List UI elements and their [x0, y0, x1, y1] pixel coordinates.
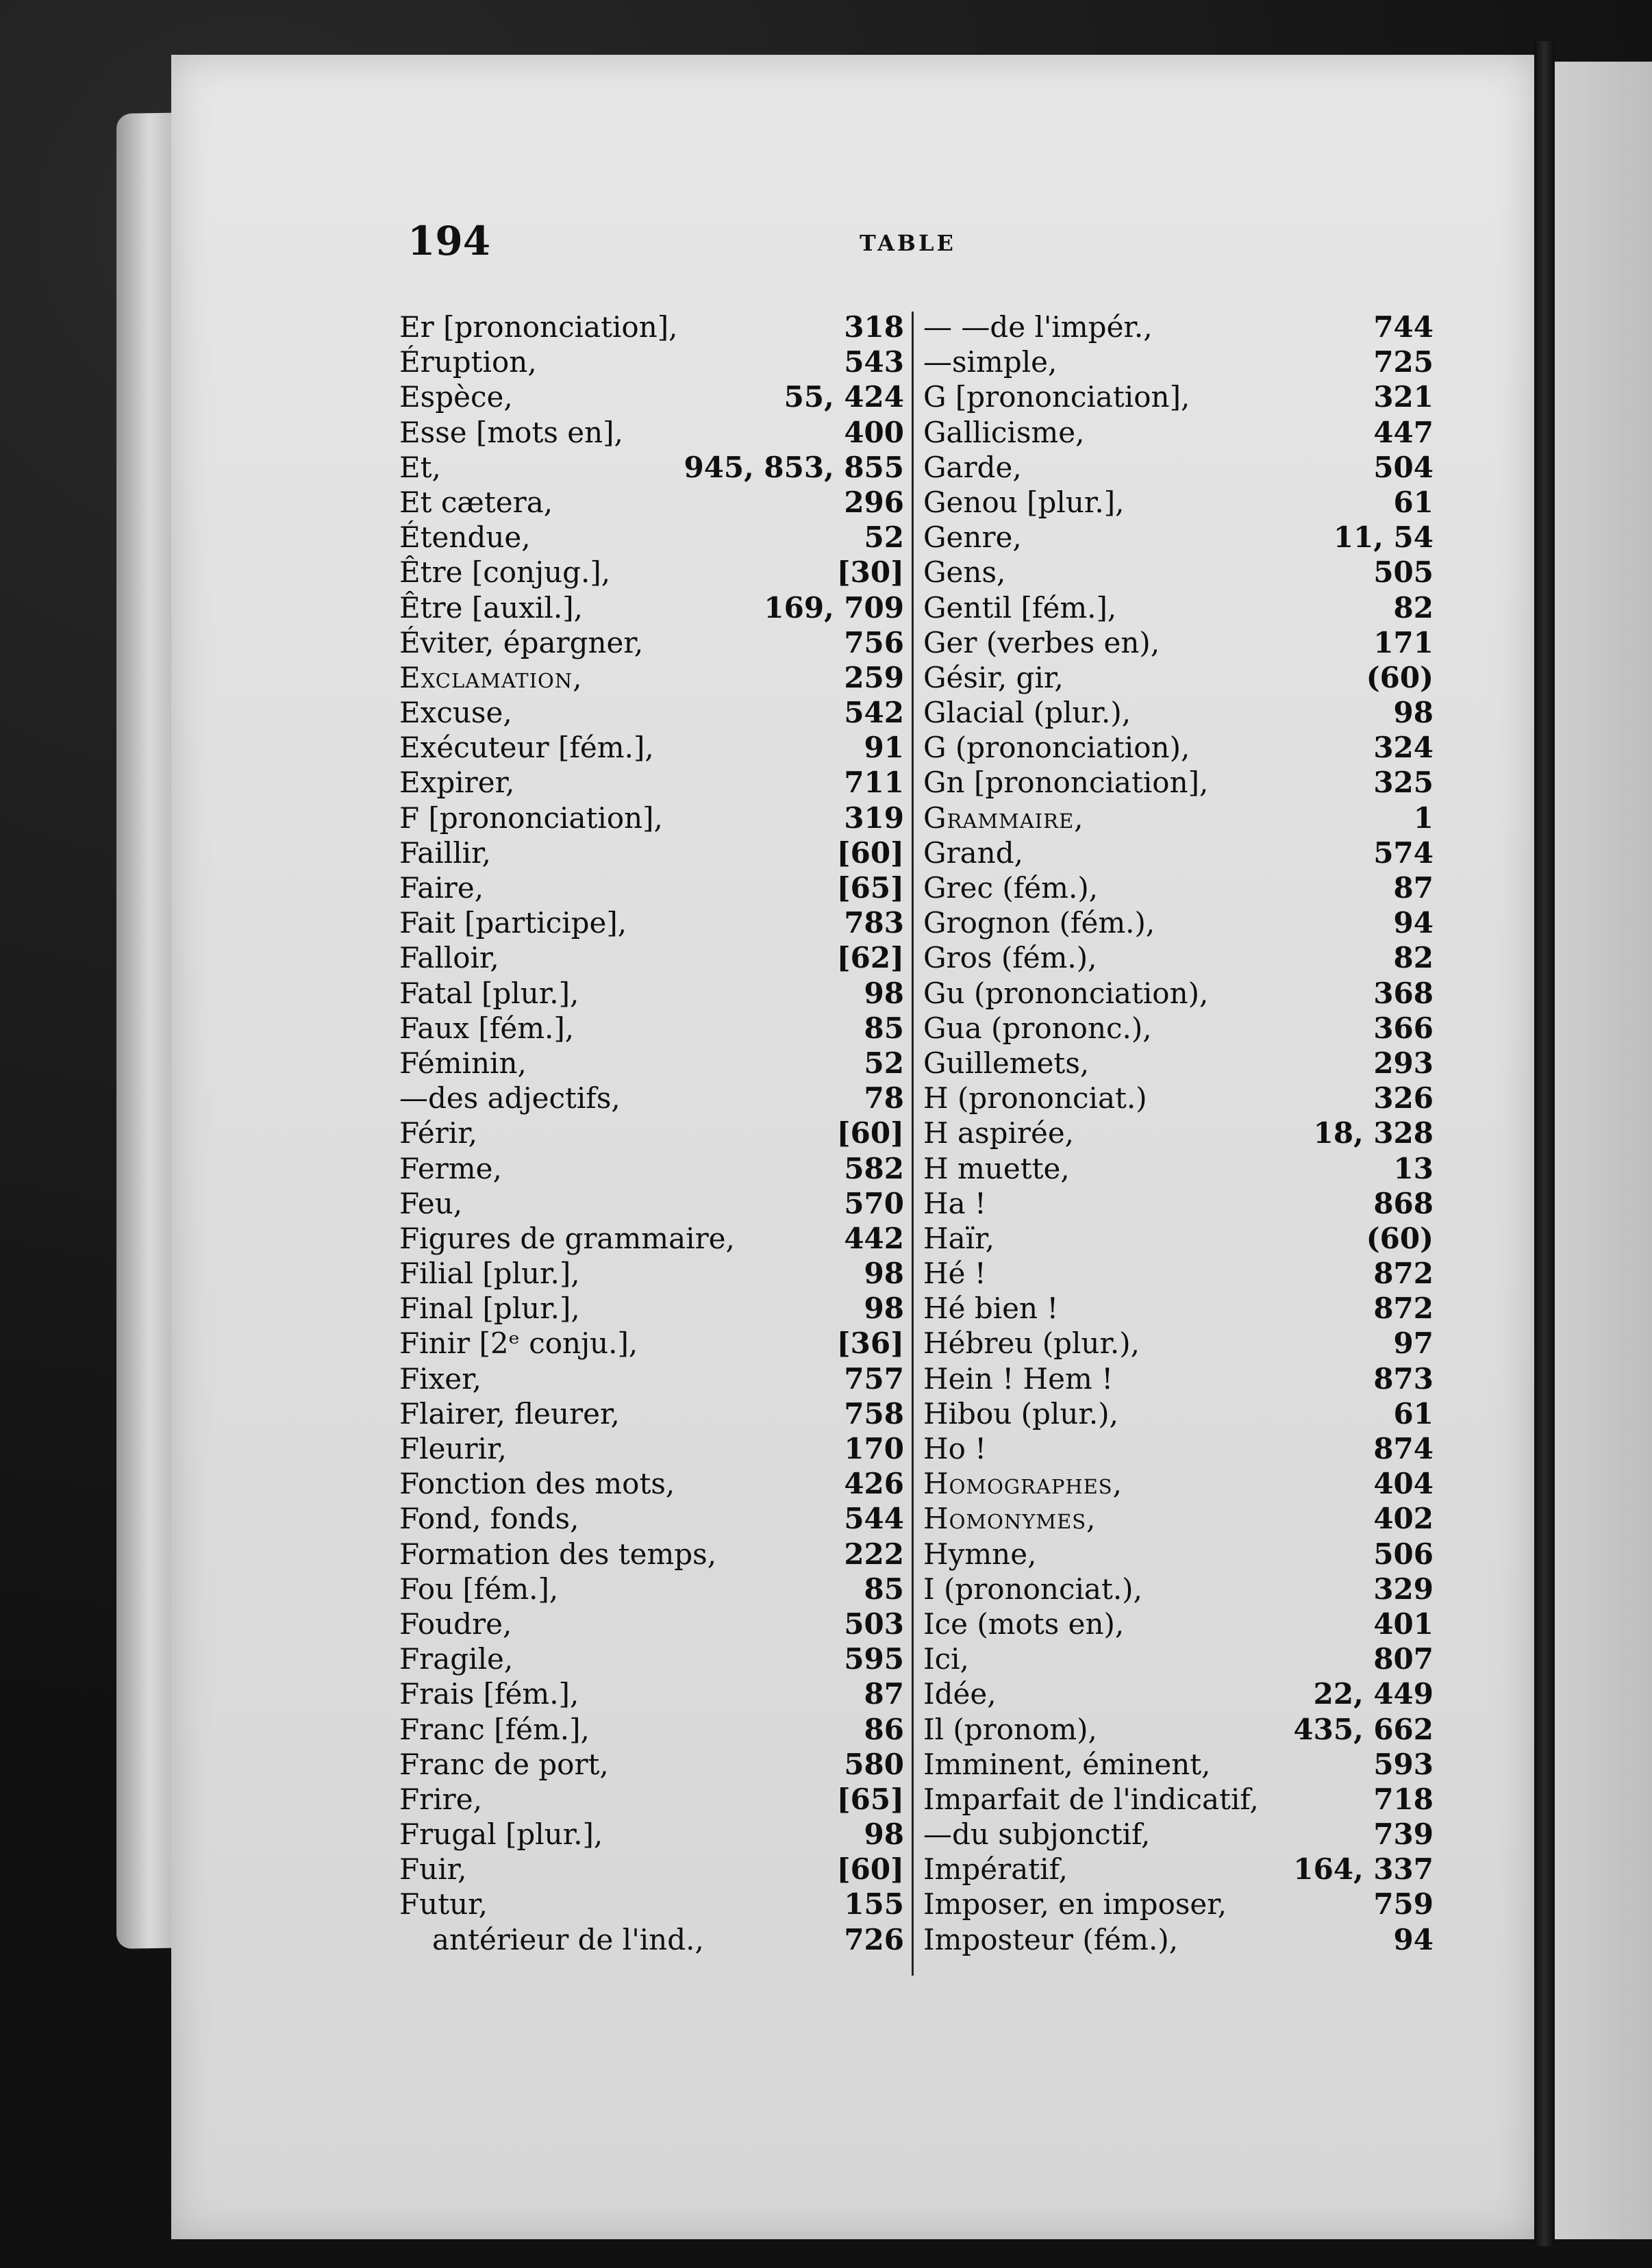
index-entry — [399, 485, 904, 520]
index-page-ref: 325 — [1373, 766, 1434, 800]
index-entry — [399, 1712, 904, 1747]
index-page-ref: 872 — [1373, 1257, 1434, 1291]
index-term: Imposer, en imposer, — [923, 1887, 1227, 1922]
index-term: Garde, — [923, 450, 1022, 484]
index-term: Formation des temps, — [399, 1537, 717, 1571]
index-term: Éviter, épargner, — [399, 625, 644, 659]
index-page-ref: 544 — [844, 1502, 904, 1536]
index-entry — [923, 695, 1434, 730]
index-page-ref: 711 — [844, 766, 904, 800]
index-entry — [923, 1537, 1434, 1572]
index-entry — [399, 801, 904, 835]
index-page-ref: 757 — [844, 1361, 904, 1396]
index-page-ref: 402 — [1373, 1502, 1434, 1536]
index-entry — [399, 1852, 904, 1887]
index-page-ref: 783 — [844, 906, 904, 940]
index-entry — [399, 520, 904, 555]
index-entry — [399, 1887, 904, 1922]
index-page-ref: 259 — [844, 660, 904, 694]
index-page-ref: 87 — [1393, 871, 1434, 905]
index-term: Éruption, — [399, 345, 537, 379]
index-term: Imminent, éminent, — [923, 1747, 1211, 1781]
index-entry — [399, 1011, 904, 1046]
index-term: Étendue, — [399, 520, 531, 555]
index-page-ref: 52 — [864, 520, 904, 555]
index-page-ref: 739 — [1373, 1817, 1434, 1852]
index-term: Gallicisme, — [923, 415, 1085, 449]
index-page-ref: 98 — [864, 1257, 904, 1291]
index-entry — [399, 1606, 904, 1641]
index-term: Imposteur (fém.), — [923, 1922, 1179, 1956]
index-entry — [399, 590, 904, 625]
index-page-ref: (60) — [1366, 1221, 1434, 1255]
index-page-ref: 293 — [1373, 1046, 1434, 1080]
index-entry — [399, 1431, 904, 1466]
index-term: Faux [fém.], — [399, 1011, 575, 1045]
index-entry — [923, 940, 1434, 975]
index-page-ref: 504 — [1373, 450, 1434, 484]
index-term: Figures de grammaire, — [399, 1221, 735, 1255]
index-term: Fond, fonds, — [399, 1502, 579, 1536]
index-entry — [923, 1361, 1434, 1396]
index-page-ref: 718 — [1373, 1782, 1434, 1816]
index-page-ref: 366 — [1373, 1011, 1434, 1045]
index-page-ref: 87 — [864, 1677, 904, 1711]
index-page-ref: 447 — [1373, 415, 1434, 449]
index-term: —simple, — [923, 345, 1057, 379]
index-page-ref: 98 — [1393, 696, 1434, 730]
index-term: Hébreu (plur.), — [923, 1326, 1140, 1361]
index-term: Finir [2ᵉ conju.], — [399, 1326, 638, 1361]
index-column-left — [399, 310, 904, 1957]
index-page-ref: 170 — [844, 1432, 904, 1465]
index-term: Esse [mots en], — [399, 415, 623, 449]
index-term: Être [auxil.], — [399, 590, 583, 625]
index-term: Feu, — [399, 1186, 463, 1220]
index-entry — [399, 835, 904, 870]
page-header — [408, 218, 1449, 273]
index-term: Imparfait de l'indicatif, — [923, 1782, 1259, 1816]
index-term: Faire, — [399, 871, 484, 905]
index-term: Ici, — [923, 1642, 969, 1676]
index-page-ref: 442 — [844, 1221, 904, 1255]
index-page-ref: 542 — [844, 696, 904, 730]
index-entry — [923, 1572, 1434, 1606]
index-page-ref: 91 — [864, 731, 904, 765]
index-page-ref: 726 — [844, 1922, 904, 1956]
index-page-ref: 758 — [844, 1396, 904, 1431]
index-entry — [923, 485, 1434, 520]
index-entry — [923, 765, 1434, 800]
index-page-ref: 18, 328 — [1313, 1116, 1434, 1150]
index-page-ref: 11, 54 — [1333, 520, 1434, 555]
index-term: Guillemets, — [923, 1046, 1090, 1080]
index-entry — [923, 1782, 1434, 1817]
index-entry — [923, 801, 1434, 835]
index-term: Genou [plur.], — [923, 485, 1125, 519]
index-term: Ger (verbes en), — [923, 625, 1160, 659]
index-page-ref: 505 — [1373, 555, 1434, 590]
index-term: H (prononciat.) — [923, 1081, 1147, 1116]
index-term: Frire, — [399, 1782, 482, 1816]
index-entry — [399, 1221, 904, 1256]
index-entry — [399, 1046, 904, 1081]
index-entry — [923, 1676, 1434, 1711]
index-page-ref: 171 — [1373, 625, 1434, 659]
index-page-ref: 155 — [844, 1887, 904, 1922]
index-entry — [399, 976, 904, 1011]
index-entry — [923, 1081, 1434, 1116]
index-page-ref: 744 — [1373, 310, 1434, 344]
index-entry — [399, 1501, 904, 1536]
index-term: Grec (fém.), — [923, 871, 1099, 905]
index-entry — [923, 450, 1434, 485]
index-entry — [399, 1572, 904, 1606]
index-term: Exécuteur [fém.], — [399, 731, 654, 765]
index-term: Espèce, — [399, 380, 513, 414]
index-page-ref: [65] — [836, 1782, 904, 1816]
index-page-ref: 97 — [1393, 1326, 1434, 1361]
index-page-ref: 82 — [1393, 590, 1434, 625]
index-page-ref: 85 — [864, 1572, 904, 1606]
index-page-ref: 52 — [864, 1046, 904, 1080]
facing-page-edge — [1555, 62, 1652, 2239]
index-term: Impératif, — [923, 1852, 1068, 1887]
index-entry — [923, 1326, 1434, 1361]
index-term: Glacial (plur.), — [923, 696, 1131, 730]
index-page-ref: 164, 337 — [1293, 1852, 1434, 1887]
index-term: Gu (prononciation), — [923, 976, 1209, 1010]
index-entry — [399, 1081, 904, 1116]
index-page-ref: 324 — [1373, 731, 1434, 765]
index-term: Franc de port, — [399, 1747, 609, 1781]
running-head: TABLE — [860, 230, 956, 256]
index-entry — [923, 1501, 1434, 1536]
index-entry — [399, 765, 904, 800]
index-term: Fuir, — [399, 1852, 467, 1887]
index-page-ref: 222 — [844, 1537, 904, 1571]
index-entry — [923, 1712, 1434, 1747]
index-term: Haïr, — [923, 1221, 994, 1255]
index-entry — [923, 1186, 1434, 1221]
index-term: Ice (mots en), — [923, 1606, 1125, 1641]
index-term: Gua (prononc.), — [923, 1011, 1152, 1045]
index-entry — [399, 1326, 904, 1361]
index-term: Fou [fém.], — [399, 1572, 559, 1606]
index-entry — [923, 625, 1434, 660]
index-entry — [923, 1817, 1434, 1852]
index-entry — [923, 976, 1434, 1011]
index-entry — [399, 1116, 904, 1150]
index-term: Grognon (fém.), — [923, 906, 1155, 940]
index-term: Grand, — [923, 835, 1023, 870]
index-entry — [923, 1922, 1434, 1957]
index-page-ref: [30] — [836, 555, 904, 590]
index-entry — [399, 1186, 904, 1221]
index-term: Idée, — [923, 1677, 997, 1711]
index-term: G (prononciation), — [923, 731, 1190, 765]
index-page-ref: 945, 853, 855 — [684, 450, 904, 484]
index-term: Fait [participe], — [399, 906, 627, 940]
index-term: Frais [fém.], — [399, 1677, 579, 1711]
index-entry — [923, 310, 1434, 344]
index-page-ref: 595 — [844, 1642, 904, 1676]
index-term: Er [prononciation], — [399, 310, 678, 344]
index-entry — [923, 379, 1434, 414]
index-entry — [923, 1466, 1434, 1501]
index-page-ref: [60] — [836, 1852, 904, 1887]
index-entry — [399, 660, 904, 695]
index-term: Et, — [399, 450, 441, 484]
index-term: Filial [plur.], — [399, 1257, 580, 1291]
column-rule — [912, 312, 914, 1976]
index-page-ref: 296 — [844, 485, 904, 519]
index-term: H aspirée, — [923, 1116, 1075, 1150]
index-page-ref: 503 — [844, 1606, 904, 1641]
book-gutter — [1534, 41, 1555, 2246]
index-entry — [923, 660, 1434, 695]
index-term: Genre, — [923, 520, 1022, 555]
index-entry — [399, 450, 904, 485]
index-entry — [399, 1151, 904, 1186]
index-term: Foudre, — [399, 1606, 512, 1641]
index-entry — [923, 1606, 1434, 1641]
index-entry — [399, 1361, 904, 1396]
index-entry — [399, 1922, 904, 1957]
index-term: Hibou (plur.), — [923, 1396, 1118, 1431]
index-page-ref: 582 — [844, 1151, 904, 1185]
index-page-ref: 55, 424 — [784, 380, 904, 414]
page-number: 194 — [408, 218, 491, 264]
index-page-ref: 435, 662 — [1293, 1712, 1434, 1746]
index-entry — [923, 1046, 1434, 1081]
index-page-ref: [60] — [836, 1116, 904, 1150]
index-page-ref: [62] — [836, 941, 904, 975]
index-term: Franc [fém.], — [399, 1712, 590, 1746]
index-page-ref: 85 — [864, 1011, 904, 1045]
index-page-ref: 725 — [1373, 345, 1434, 379]
index-entry — [399, 1676, 904, 1711]
index-page-ref: 78 — [864, 1081, 904, 1116]
index-page-ref: 574 — [1373, 835, 1434, 870]
index-page-ref: 401 — [1373, 1606, 1434, 1641]
index-entry — [399, 379, 904, 414]
index-term: Grammaire, — [923, 801, 1084, 835]
index-entry — [399, 1256, 904, 1291]
index-page-ref: [60] — [836, 835, 904, 870]
index-entry — [399, 1641, 904, 1676]
index-page-ref: 326 — [1373, 1081, 1434, 1116]
index-page-ref: [65] — [836, 871, 904, 905]
index-term: Falloir, — [399, 941, 499, 975]
index-term: Hein ! Hem ! — [923, 1361, 1114, 1396]
index-entry — [923, 1256, 1434, 1291]
index-entry — [923, 870, 1434, 905]
index-column-right — [923, 310, 1434, 1957]
index-term: Excuse, — [399, 696, 512, 730]
index-page-ref: 94 — [1393, 906, 1434, 940]
index-entry — [399, 1747, 904, 1782]
index-term: Gentil [fém.], — [923, 590, 1117, 625]
index-term: antérieur de l'ind., — [432, 1922, 704, 1956]
index-entry — [399, 1782, 904, 1817]
index-entry — [923, 555, 1434, 590]
index-term: Fonction des mots, — [399, 1467, 675, 1501]
index-entry — [923, 1852, 1434, 1887]
index-page-ref: 426 — [844, 1467, 904, 1501]
index-entry — [923, 1887, 1434, 1922]
index-page-ref: 61 — [1393, 485, 1434, 519]
index-entry — [923, 415, 1434, 450]
index-entry — [923, 1221, 1434, 1256]
index-page-ref: 86 — [864, 1712, 904, 1746]
index-page-ref: 404 — [1373, 1467, 1434, 1501]
index-entry — [399, 730, 904, 765]
index-entry — [923, 590, 1434, 625]
index-term: F [prononciation], — [399, 801, 663, 835]
index-term: Homographes, — [923, 1467, 1123, 1501]
index-term: Flairer, fleurer, — [399, 1396, 620, 1431]
index-term: Être [conjug.], — [399, 555, 611, 590]
index-entry — [923, 835, 1434, 870]
index-term: Futur, — [399, 1887, 488, 1922]
index-page-ref: 874 — [1373, 1432, 1434, 1465]
index-term: G [prononciation], — [923, 380, 1190, 414]
index-term: Gn [prononciation], — [923, 766, 1209, 800]
index-page-ref: 82 — [1393, 941, 1434, 975]
index-term: Férir, — [399, 1116, 478, 1150]
index-entry — [399, 940, 904, 975]
index-page-ref: 1 — [1413, 801, 1434, 835]
index-entry — [399, 625, 904, 660]
index-page-ref: 400 — [844, 415, 904, 449]
index-entry — [399, 870, 904, 905]
index-entry — [923, 344, 1434, 379]
index-page-ref: 807 — [1373, 1642, 1434, 1676]
index-page-ref: 506 — [1373, 1537, 1434, 1571]
index-entry — [399, 555, 904, 590]
index-entry — [923, 520, 1434, 555]
index-term: Exclamation, — [399, 660, 583, 694]
index-page-ref: 872 — [1373, 1292, 1434, 1326]
index-term: Expirer, — [399, 766, 515, 800]
index-entry — [923, 1116, 1434, 1150]
index-entry — [923, 1396, 1434, 1431]
index-term: Hé bien ! — [923, 1292, 1059, 1326]
index-entry — [923, 1641, 1434, 1676]
index-page-ref: 593 — [1373, 1747, 1434, 1781]
index-page-ref: 368 — [1373, 976, 1434, 1010]
index-term: Féminin, — [399, 1046, 527, 1080]
index-entry — [923, 1011, 1434, 1046]
index-page-ref: 61 — [1393, 1396, 1434, 1431]
index-page-ref: 868 — [1373, 1186, 1434, 1220]
index-term: Faillir, — [399, 835, 491, 870]
index-entry — [923, 905, 1434, 940]
index-term: Ha ! — [923, 1186, 986, 1220]
index-page-ref: [36] — [836, 1326, 904, 1361]
index-entry — [399, 1396, 904, 1431]
index-term: H muette, — [923, 1151, 1070, 1185]
index-term: —des adjectifs, — [399, 1081, 621, 1116]
index-term: Gens, — [923, 555, 1006, 590]
index-page-ref: 329 — [1373, 1572, 1434, 1606]
index-term: Hymne, — [923, 1537, 1037, 1571]
index-term: Il (pronom), — [923, 1712, 1097, 1746]
index-entry — [399, 344, 904, 379]
index-term: Fixer, — [399, 1361, 481, 1396]
index-entry — [399, 310, 904, 344]
index-page-ref: 98 — [864, 1817, 904, 1852]
index-page-ref: (60) — [1366, 660, 1434, 694]
index-term: Ho ! — [923, 1432, 987, 1465]
index-term: —du subjonctif, — [923, 1817, 1151, 1852]
index-entry — [399, 695, 904, 730]
index-term: Hé ! — [923, 1257, 986, 1291]
index-term: I (prononciat.), — [923, 1572, 1142, 1606]
index-term: Gros (fém.), — [923, 941, 1097, 975]
index-term: Frugal [plur.], — [399, 1817, 603, 1852]
index-page-ref: 13 — [1393, 1151, 1434, 1185]
index-term: Fragile, — [399, 1642, 514, 1676]
index-entry — [399, 1537, 904, 1572]
index-entry — [399, 905, 904, 940]
index-term: Ferme, — [399, 1151, 502, 1185]
index-entry — [399, 1817, 904, 1852]
index-entry — [923, 730, 1434, 765]
index-page-ref: 570 — [844, 1186, 904, 1220]
index-term: Fatal [plur.], — [399, 976, 579, 1010]
index-page-ref: 318 — [844, 310, 904, 344]
index-page-ref: 98 — [864, 976, 904, 1010]
index-entry — [923, 1431, 1434, 1466]
index-entry — [923, 1747, 1434, 1782]
index-entry — [923, 1151, 1434, 1186]
index-page-ref: 759 — [1373, 1887, 1434, 1922]
index-term: Et cætera, — [399, 485, 553, 519]
index-entry — [399, 1466, 904, 1501]
index-page-ref: 321 — [1373, 380, 1434, 414]
index-page-ref: 873 — [1373, 1361, 1434, 1396]
index-term: Final [plur.], — [399, 1292, 580, 1326]
index-page-ref: 319 — [844, 801, 904, 835]
index-page-ref: 543 — [844, 345, 904, 379]
index-page-ref: 22, 449 — [1313, 1677, 1434, 1711]
index-page-ref: 169, 709 — [764, 590, 904, 625]
index-page-ref: 756 — [844, 625, 904, 659]
index-term: Homonymes, — [923, 1502, 1097, 1536]
index-page-ref: 580 — [844, 1747, 904, 1781]
index-term: Fleurir, — [399, 1432, 507, 1465]
index-entry — [399, 415, 904, 450]
index-page-ref: 98 — [864, 1292, 904, 1326]
index-page-ref: 94 — [1393, 1922, 1434, 1956]
index-entry — [399, 1291, 904, 1326]
index-term: — —de l'impér., — [923, 310, 1153, 344]
index-term: Gésir, gir, — [923, 660, 1064, 694]
index-entry — [923, 1291, 1434, 1326]
